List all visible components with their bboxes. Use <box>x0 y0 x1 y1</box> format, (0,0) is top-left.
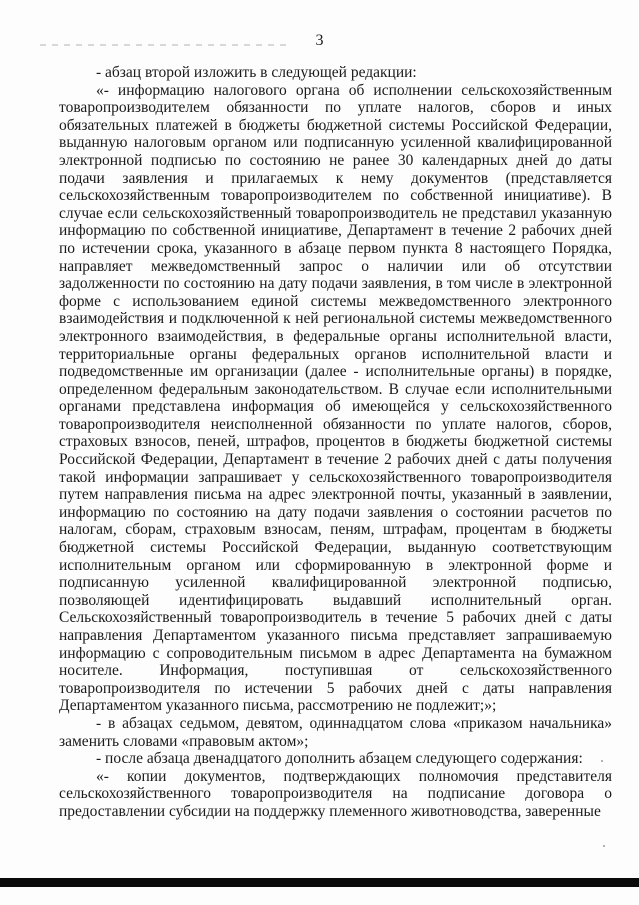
paragraph-copies-of-documents: «- копии документов, подтверждающих полномочия представителя сельскохозяйственного товаропроизводителя на подписание договора о предоставлении субсидии на поддержку племенного животноводства, заверенные <box>59 767 612 820</box>
document-body <box>59 64 612 821</box>
scan-speck <box>603 845 605 847</box>
page-number: 3 <box>315 32 324 49</box>
paragraph-replace-words: - в абзацах седьмом, девятом, одиннадцатом слова «приказом начальника» заменить словами «правовым актом»; <box>59 714 612 750</box>
paragraph-amendment-intro: - абзац второй изложить в следующей редакции: <box>96 64 417 81</box>
paragraph-add-after-twelfth: - после абзаца двенадцатого дополнить абзацем следующего содержания: <box>96 750 583 768</box>
scan-bottom-edge <box>0 878 639 887</box>
paragraph-tax-information: «- информацию налогового органа об исполнении сельскохозяйственным товаропроизводителем обязанности по уплате налогов, сборов и иных обязательных платежей в бюджеты бюджетной системы Российской Федерации, выданную налоговым органом или подписанную усиленной квалифицированной электронной подписью по состоянию не ранее 30 календарных дней до даты подачи заявления и прилагаемых к нему документов (представляется сельскохозяйственным товаропроизводителем по собственной инициативе). В случае если сельскохозяйственный товаропроизводитель не представил указанную информацию по собственной инициативе, Департамент в течение 2 рабочих дней по истечении срока, указанного в абзаце первом пункта 8 настоящего Порядка, направляет межведомственный запрос о наличии или об отсутствии задолженности по состоянию на дату подачи заявления, в том числе в электронной форме с использованием единой системы межведомственного электронного взаимодействия и подключенной к ней региональной системы межведомственного электронного взаимодействия, в федеральные органы исполнительной власти, территориальные органы федеральных органов исполнительной власти и подведомственные им организации (далее - исполнительные органы) в порядке, определенном федеральным законодательством. В случае если исполнительными органами представлена информация об имеющейся у сельскохозяйственного товаропроизводителя неисполненной обязанности по уплате налогов, сборов, страховых взносов, пеней, штрафов, процентов в бюджеты бюджетной системы Российской Федерации, Департамент в течение 2 рабочих дней с даты получения такой информации запрашивает у сельскохозяйственного товаропроизводителя путем направления письма на адрес электронной почты, указанный в заявлении, информацию по состоянию на дату подачи заявления о состоянии расчетов по налогам, сборам, страховым взносам, пеням, штрафам, процентам в бюджеты бюджетной системы Российской Федерации, выданную соответствующим исполнительным органом или сформированную в электронной форме и подписанную усиленной квалифицированной электронной подписью, позволяющей идентифицировать выдавший исполнительный орган. Сельскохозяйственный товаропроизводитель в течение 5 рабочих дней с даты направления Департаментом указанного письма представляет запрашиваемую информацию с сопроводительным письмом в адрес Департамента на бумажном носителе. Информация, поступившая от сельскохозяйственного товаропроизводителя по истечении 5 рабочих дней с даты направления Департаментом указанного письма, рассмотрению не подлежит;»; <box>59 81 612 715</box>
scan-speck <box>601 760 603 762</box>
